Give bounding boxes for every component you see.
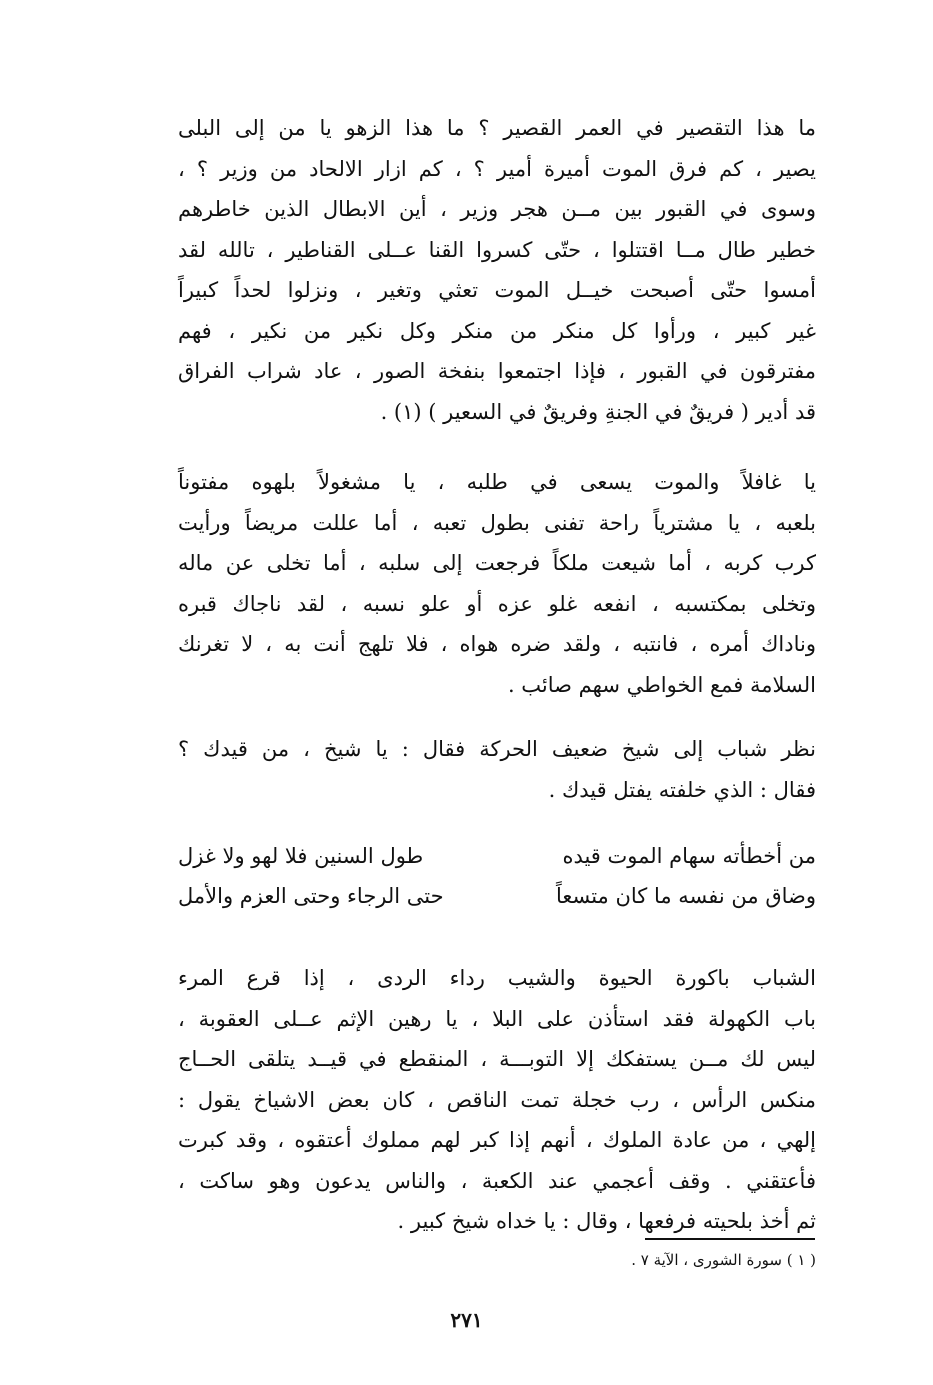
poem-second-hemistich: طول السنين فلا لهو ولا غزل (178, 844, 424, 868)
text-line: وتخلى بمكتسبه ، انفعه غلو عزه أو علو نسبه ، لقد ناجاك قبره (178, 591, 816, 616)
footnote: ( ١ ) سورة الشورى ، الآية ٧ . (631, 1251, 816, 1269)
text-line: السلامة فمع الخواطي سهم صائب . (507, 672, 816, 697)
text-line: فأعتقني . وقف أعجمي عند الكعبة ، والناس يدعون وهو ساكت ، (178, 1168, 816, 1193)
text-line: منكس الرأس ، رب خجلة تمت الناقص ، كان بعض الاشياخ يقول : (178, 1087, 816, 1112)
text-line: باب الكهولة فقد استأذن على البلا ، يا رهين الإثم عــلى العقوبة ، (178, 1006, 816, 1031)
text-line: نظر شباب إلى شيخ ضعيف الحركة فقال : يا شيخ ، من قيدك ؟ (178, 737, 816, 761)
poem-verse (178, 876, 816, 916)
page-body (178, 108, 816, 1242)
poem-verse (178, 836, 816, 876)
text-line: بلعبه ، يا مشترياً راحة تفنى بطول تعبه ، أما عللت مريضاً ورأيت (178, 510, 816, 535)
text-line: وسوى في القبور بين مــن هجر وزير ، أين الابطال الذين خاطرهم (178, 197, 816, 221)
poem-verses (178, 836, 816, 916)
footnote-divider (645, 1238, 815, 1240)
text-line: غير كبير ، ورأوا كل منكر من منكر وكل نكير من نكير ، فهم (178, 318, 816, 343)
poem-first-hemistich: وضاق من نفسه ما كان متسعاً (555, 884, 816, 908)
text-line: يصير ، كم فرق الموت أميرة أمير ؟ ، كم ازار الالحاد من وزير ؟ ، (178, 156, 816, 181)
text-line: يا غافلاً والموت يسعى في طلبه ، يا مشغولاً بلهوه مفتوناً (178, 470, 816, 494)
poem-first-hemistich: من أخطأته سهام الموت قيده (562, 844, 816, 868)
text-line: قد أدير ( فريقٌ في الجنةِ وفريقٌ في السعير ) (١) . (380, 399, 816, 424)
text-line: كرب كربه ، أما شيعت ملكاً فرجعت إلى سلبه ، أما تخلى عن ماله (178, 551, 816, 575)
text-line: فقال : الذي خلفته يفتل قيدك . (548, 777, 816, 802)
text-line: ليس لك مــن يستفكك إلا التوبـــة ، المنقطع في قيــد يتلقى الحــاج (178, 1047, 816, 1071)
poem-second-hemistich: حتى الرجاء وحتى العزم والأمل (178, 884, 444, 908)
text-line: أمسوا حتّى أصبحت خيــل الموت تعثي وتغير ، ونزلوا لحداً كبيراً (178, 278, 816, 302)
paragraph-1 (178, 108, 816, 432)
text-line: وناداك أمره ، فانتبه ، ولقد ضره هواه ، فلا تلهج أنت به ، لا تغرنك (178, 632, 816, 656)
paragraph-4 (178, 958, 816, 1242)
text-line: مفترقون في القبور ، فإذا اجتمعوا بنفخة الصور ، عاد شراب الفراق (178, 359, 816, 383)
text-line: الشباب باكورة الحيوة والشيب رداء الردى ، إذا قرع المرء (178, 966, 816, 990)
paragraph-3 (178, 729, 816, 810)
text-line: خطير طال مــا اقتتلوا ، حتّى كسروا القنا عــلى القناطير ، تالله لقد (178, 237, 816, 262)
text-line: ثم أخذ بلحيته فرفعها ، وقال : يا خداه شيخ كبير . (397, 1209, 816, 1233)
text-line: ما هذا التقصير في العمر القصير ؟ ما هذا الزهو يا من إلى البلى (178, 116, 817, 140)
paragraph-2 (178, 462, 816, 705)
text-line: إلهي ، من عادة الملوك ، أنهم إذا كبر لهم مملوك أعتقوه ، وقد كبرت (178, 1128, 816, 1152)
page-number: ٢٧١ (450, 1308, 483, 1332)
